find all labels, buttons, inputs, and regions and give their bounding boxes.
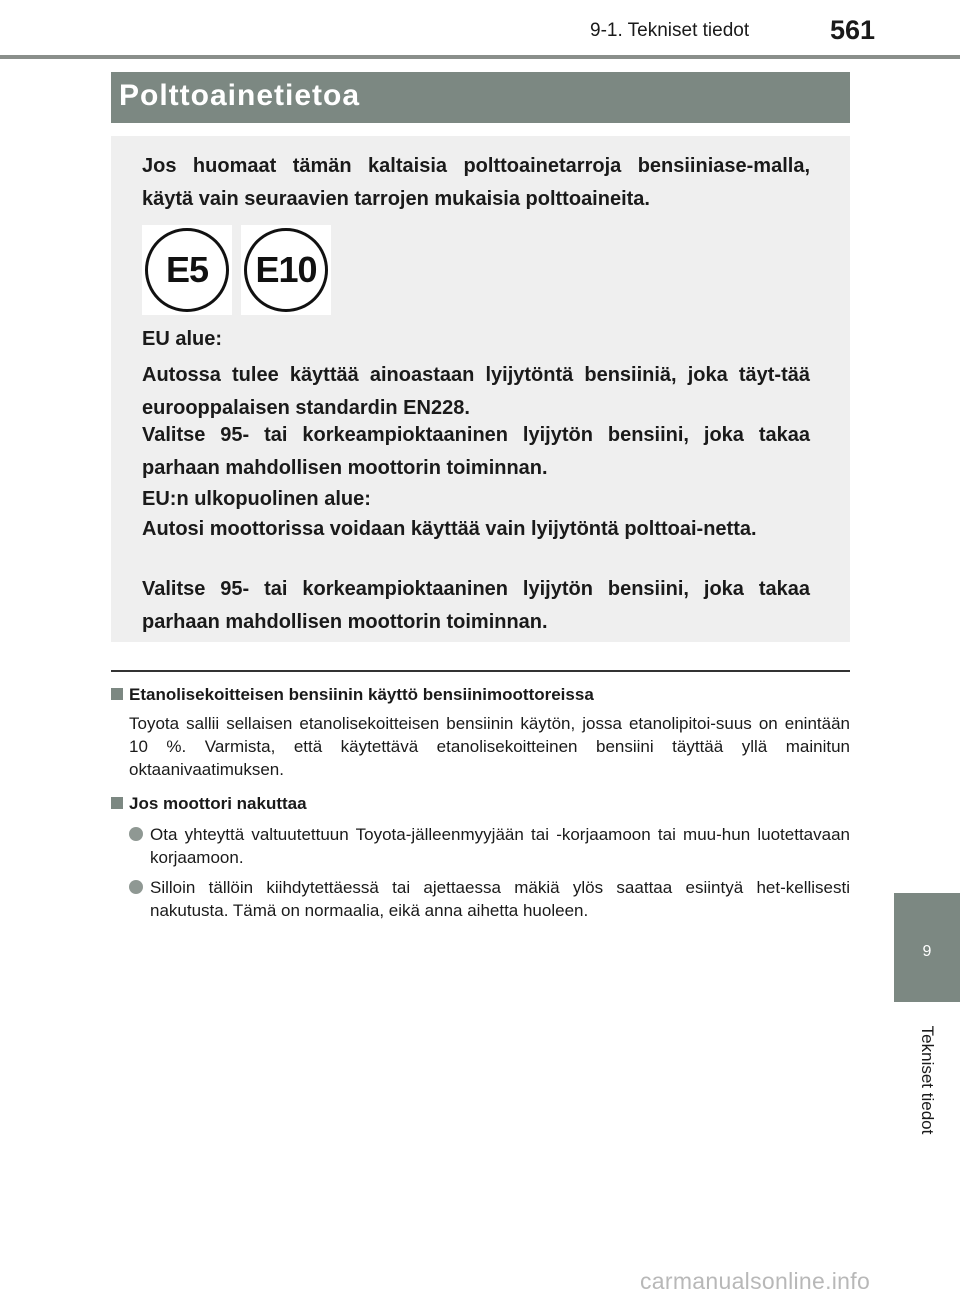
watermark: carmanualsonline.info xyxy=(640,1268,871,1294)
circle-bullet-icon xyxy=(129,880,143,894)
bullet-item xyxy=(111,876,850,922)
square-bullet-icon xyxy=(111,797,123,809)
square-bullet-icon xyxy=(111,688,123,700)
page-number: 561 xyxy=(830,15,876,45)
e5-label-icon: E5 xyxy=(145,228,229,312)
section-rule xyxy=(111,670,850,672)
section-heading-text: Jos moottori nakuttaa xyxy=(129,794,307,813)
header-section-title: 9-1. Tekniset tiedot xyxy=(590,20,750,41)
fuel-label-e5 xyxy=(142,225,232,315)
section-knocking xyxy=(111,792,850,922)
section-heading xyxy=(111,683,850,707)
section-body: Toyota sallii sellaisen etanolisekoitteisen bensiinin käytön, jossa etanolipitoi-suus on enintään 10 %. Varmista, että käytettävä etanolisekoitteinen bensiini täyttää yllä mainitun oktaanivaatimuksen. xyxy=(129,714,850,779)
eu-text-2: Valitse 95- tai korkeampioktaaninen lyijytön bensiini, joka takaa parhaan mahdollisen moottorin toiminnan. xyxy=(142,424,810,479)
section-heading xyxy=(111,792,850,816)
e10-label-icon: E10 xyxy=(244,228,328,312)
section-heading-text: Etanolisekoitteisen bensiinin käyttö bensiinimoottoreissa xyxy=(129,685,594,704)
fuel-info-box xyxy=(111,136,850,642)
page-title: Polttoainetietoa xyxy=(119,79,361,112)
header-rule xyxy=(0,55,960,59)
title-bar xyxy=(111,72,850,123)
bullet-item xyxy=(111,823,850,869)
intro-text: Jos huomaat tämän kaltaisia polttoainetarroja bensiiniase-malla, käytä vain seuraavien tarrojen mukaisia polttoaineita. xyxy=(142,155,810,210)
non-eu-text-2: Valitse 95- tai korkeampioktaaninen lyijytön bensiini, joka takaa parhaan mahdollisen moottorin toiminnan. xyxy=(142,578,810,633)
section-ethanol xyxy=(111,683,850,781)
eu-text-1: Autossa tulee käyttää ainoastaan lyijytöntä bensiiniä, joka täyt-tää eurooppalaisen standardin EN228. xyxy=(142,364,810,419)
chapter-number: 9 xyxy=(922,943,932,960)
bullet-text: Ota yhteyttä valtuutettuun Toyota-jälleenmyyjään tai -korjaamoon tai muu-hun luotettavaan korjaamoon. xyxy=(150,825,850,867)
non-eu-heading: EU:n ulkopuolinen alue: xyxy=(142,488,371,510)
eu-heading: EU alue: xyxy=(142,328,223,350)
chapter-label: Tekniset tiedot xyxy=(918,1025,937,1135)
fuel-label-e10 xyxy=(241,225,331,315)
bullet-text: Silloin tällöin kiihdytettäessä tai ajettaessa mäkiä ylös saattaa esiintyä het-kellisesti nakutusta. Tämä on normaalia, eikä anna aihetta huoleen. xyxy=(150,878,850,920)
non-eu-text-1: Autosi moottorissa voidaan käyttää vain lyijytöntä polttoai-netta. xyxy=(142,518,757,540)
circle-bullet-icon xyxy=(129,827,143,841)
chapter-tab[interactable] xyxy=(894,893,960,1002)
